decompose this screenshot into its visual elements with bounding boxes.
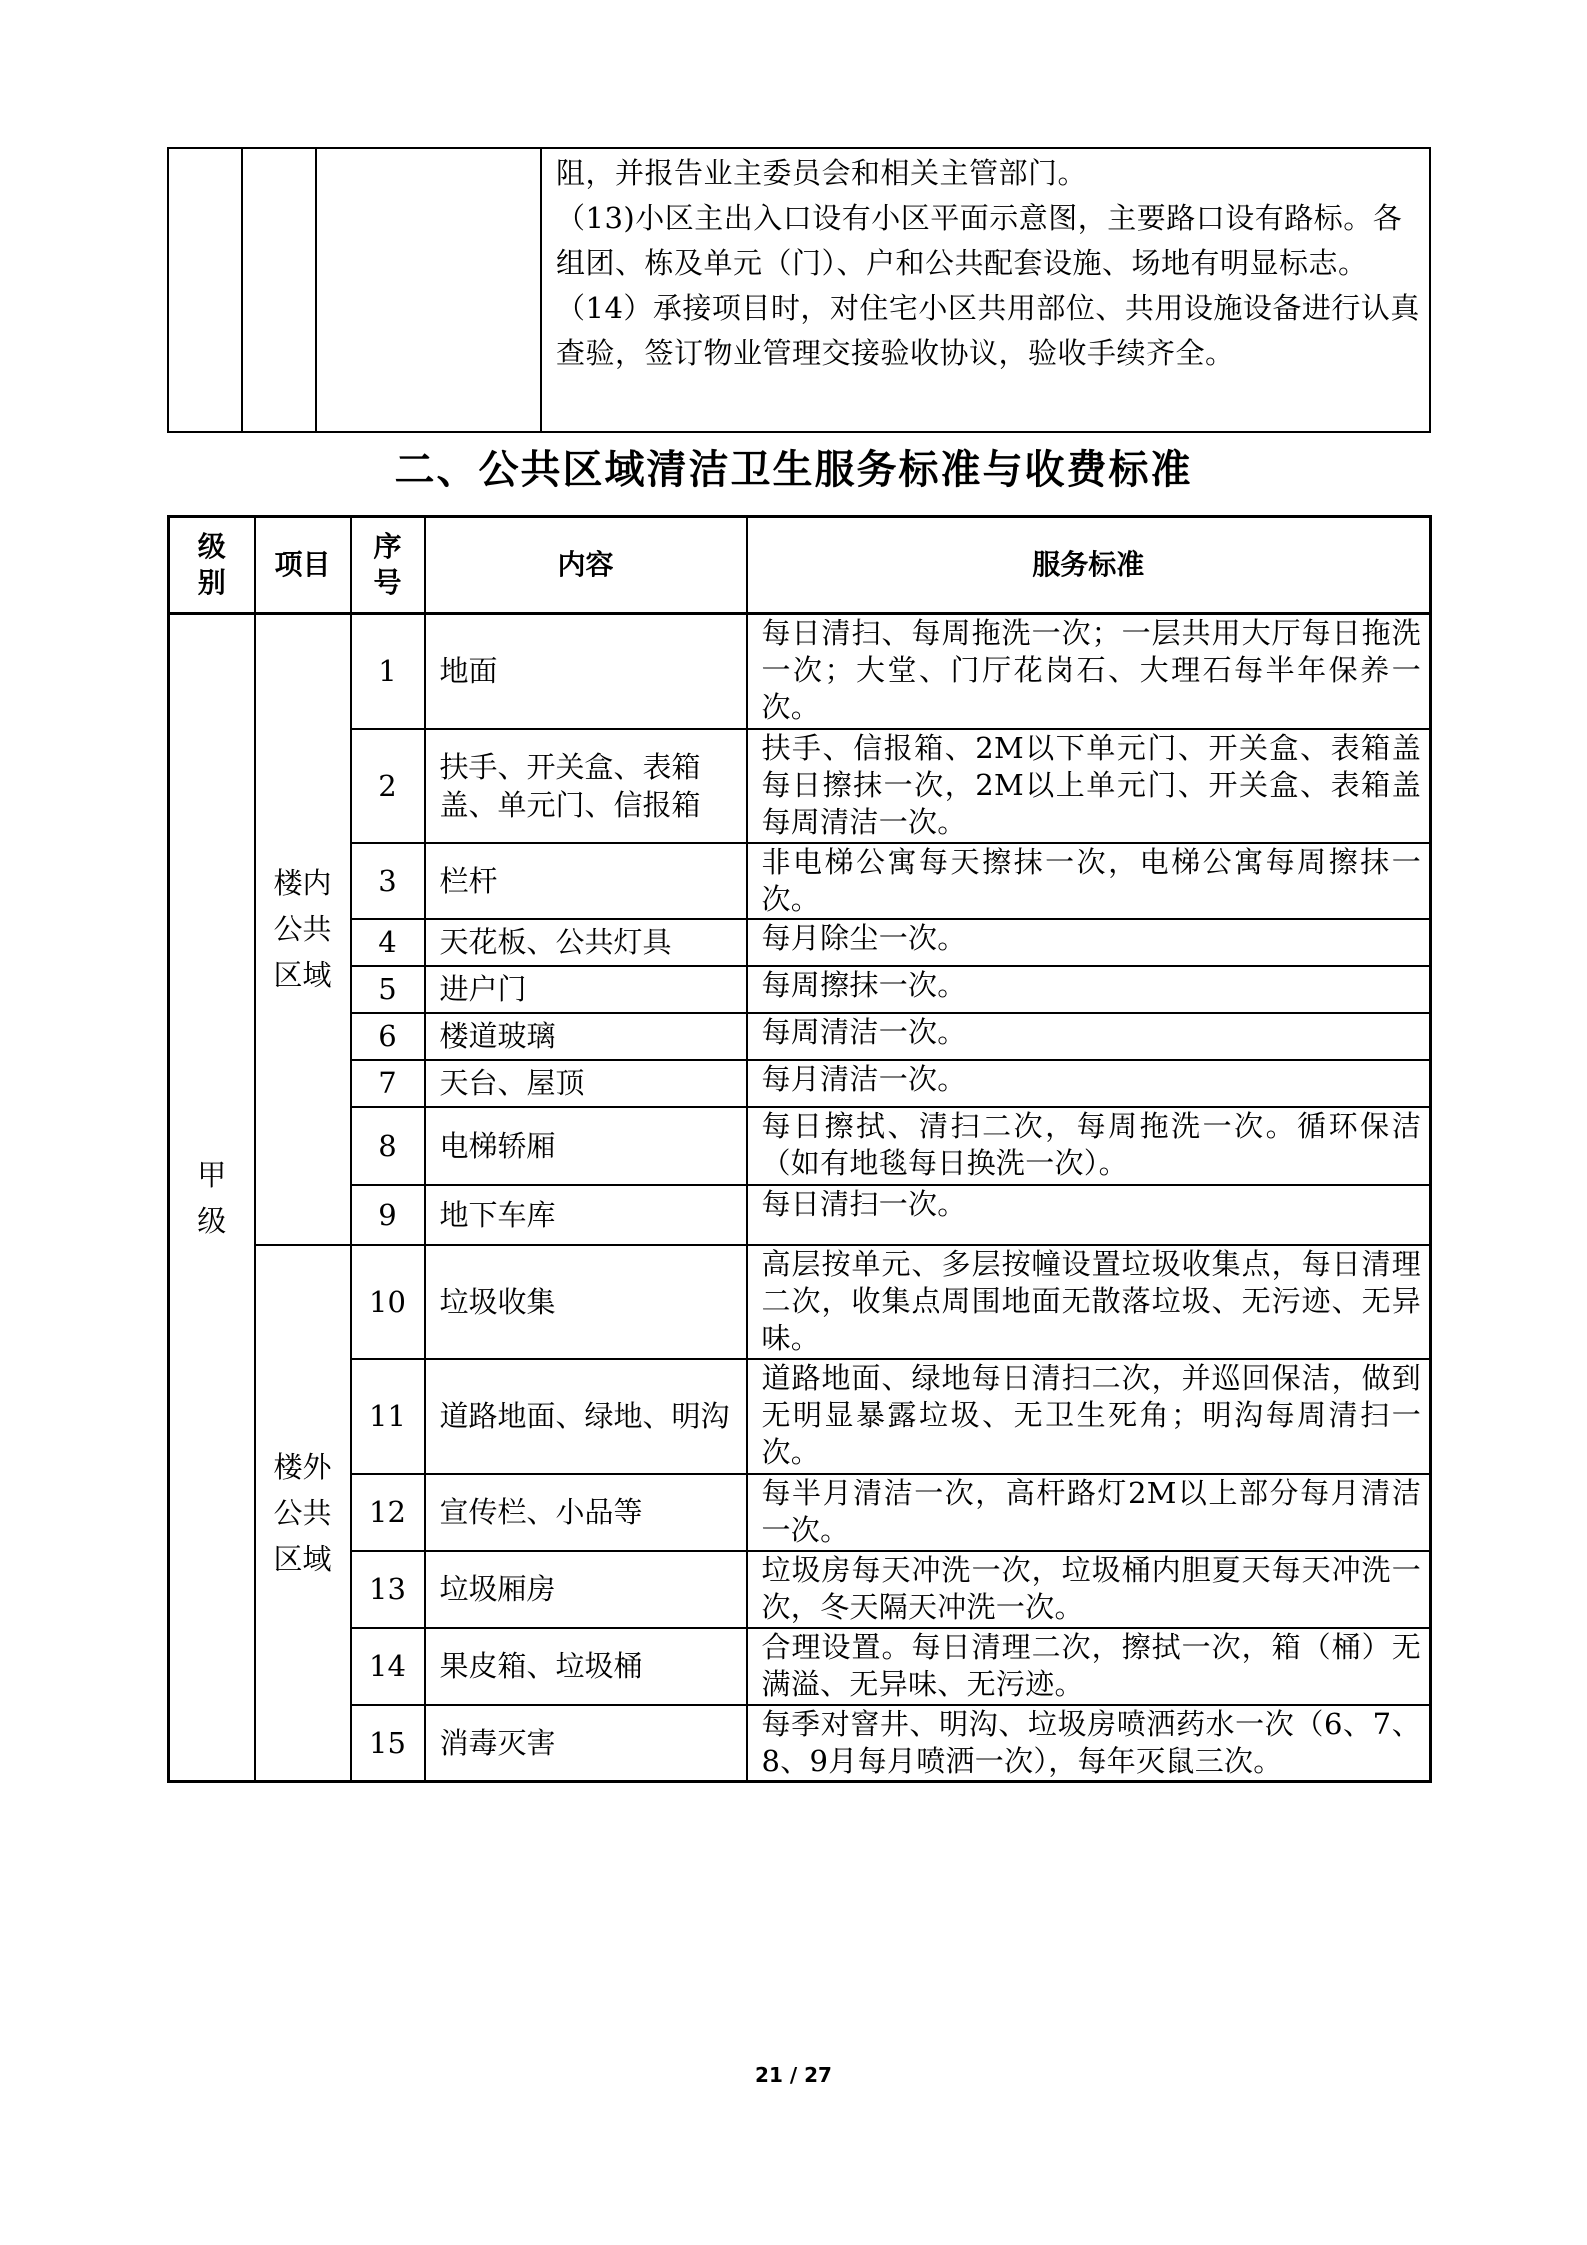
row-number: 4 [351,919,425,966]
row-standard: 高层按单元、多层按幢设置垃圾收集点，每日清理二次，收集点周围地面无散落垃圾、无污迹、无异味。 [747,1245,1431,1359]
table-row [169,1245,1431,1359]
row-number: 5 [351,966,425,1013]
table-header-row [169,517,1431,614]
row-standard: 每周擦抹一次。 [747,966,1431,1013]
row-content: 天花板、公共灯具 [425,919,747,966]
row-standard: 每月清洁一次。 [747,1060,1431,1107]
row-content: 地下车库 [425,1185,747,1245]
continuation-line: 阻，并报告业主委员会和相关主管部门。 [556,156,1088,190]
row-number: 2 [351,729,425,843]
group-cell-outdoor: 楼外 公共 区域 [255,1245,351,1782]
group-cell-indoor: 楼内 公共 区域 [255,614,351,1245]
table-row [169,1628,1431,1705]
continuation-line: （14）承接项目时，对住宅小区共用部位、共用设施设备进行认真查验，签订物业管理交接验收协议，验收手续齐全。 [556,291,1420,370]
row-number: 15 [351,1705,425,1782]
table-row [169,1474,1431,1551]
row-standard: 每周清洁一次。 [747,1013,1431,1060]
row-number: 11 [351,1359,425,1474]
empty-cell [168,148,242,432]
row-content: 进户门 [425,966,747,1013]
header-standard: 服务标准 [747,517,1431,614]
continuation-line: （13)小区主出入口设有小区平面示意图，主要路口设有路标。各组团、栋及单元（门）、户和公共配套设施、场地有明显标志。 [556,201,1403,280]
table-row [169,1359,1431,1474]
empty-cell [242,148,316,432]
row-standard: 每月除尘一次。 [747,919,1431,966]
section-title: 二、公共区域清洁卫生服务标准与收费标准 [394,447,1193,493]
row-number: 13 [351,1551,425,1628]
page-number: 21 / 27 [755,2063,832,2087]
table-row [169,919,1431,966]
row-standard: 每季对窨井、明沟、垃圾房喷洒药水一次（6、7、8、9月每月喷洒一次），每年灭鼠三次。 [747,1705,1431,1782]
continuation-row [168,148,1430,432]
row-content: 栏杆 [425,843,747,919]
table-row [169,729,1431,843]
table-row [169,1013,1431,1060]
row-number: 10 [351,1245,425,1359]
row-number: 8 [351,1107,425,1185]
header-content: 内容 [425,517,747,614]
row-number: 7 [351,1060,425,1107]
row-content: 宣传栏、小品等 [425,1474,747,1551]
row-standard: 每日清扫一次。 [747,1185,1431,1245]
row-content: 道路地面、绿地、明沟 [425,1359,747,1474]
row-content: 楼道玻璃 [425,1013,747,1060]
row-content: 扶手、开关盒、表箱盖、单元门、信报箱 [425,729,747,843]
continuation-table [167,147,1431,433]
row-standard: 合理设置。每日清理二次，擦拭一次，箱（桶）无满溢、无异味、无污迹。 [747,1628,1431,1705]
row-standard: 非电梯公寓每天擦抹一次，电梯公寓每周擦抹一次。 [747,843,1431,919]
row-number: 6 [351,1013,425,1060]
cleaning-standards-table [167,515,1432,1783]
row-content: 天台、屋顶 [425,1060,747,1107]
empty-cell [316,148,541,432]
row-number: 1 [351,614,425,729]
row-standard: 道路地面、绿地每日清扫二次，并巡回保洁，做到无明显暴露垃圾、无卫生死角；明沟每周清扫一次。 [747,1359,1431,1474]
row-content: 消毒灭害 [425,1705,747,1782]
row-standard: 每日清扫、每周拖洗一次；一层共用大厅每日拖洗一次；大堂、门厅花岗石、大理石每半年保养一次。 [747,614,1431,729]
row-content: 地面 [425,614,747,729]
level-cell: 甲 级 [169,614,255,1782]
header-level: 级 别 [169,517,255,614]
table-row [169,1060,1431,1107]
continuation-text-cell [541,148,1430,432]
table-row [169,1107,1431,1185]
table-row [169,966,1431,1013]
row-number: 12 [351,1474,425,1551]
row-standard: 每日擦拭、清扫二次，每周拖洗一次。循环保洁（如有地毯每日换洗一次）。 [747,1107,1431,1185]
table-row [169,1551,1431,1628]
row-standard: 垃圾房每天冲洗一次，垃圾桶内胆夏天每天冲洗一次，冬天隔天冲洗一次。 [747,1551,1431,1628]
row-standard: 扶手、信报箱、2M以下单元门、开关盒、表箱盖每日擦抹一次，2M以上单元门、开关盒、表箱盖每周清洁一次。 [747,729,1431,843]
table-row [169,1185,1431,1245]
table-row [169,614,1431,729]
row-standard: 每半月清洁一次，高杆路灯2M以上部分每月清洁一次。 [747,1474,1431,1551]
row-number: 3 [351,843,425,919]
table-row [169,1705,1431,1782]
row-content: 垃圾收集 [425,1245,747,1359]
row-content: 电梯轿厢 [425,1107,747,1185]
row-number: 9 [351,1185,425,1245]
row-content: 果皮箱、垃圾桶 [425,1628,747,1705]
table-row [169,843,1431,919]
header-item: 项目 [255,517,351,614]
row-number: 14 [351,1628,425,1705]
header-no: 序 号 [351,517,425,614]
row-content: 垃圾厢房 [425,1551,747,1628]
